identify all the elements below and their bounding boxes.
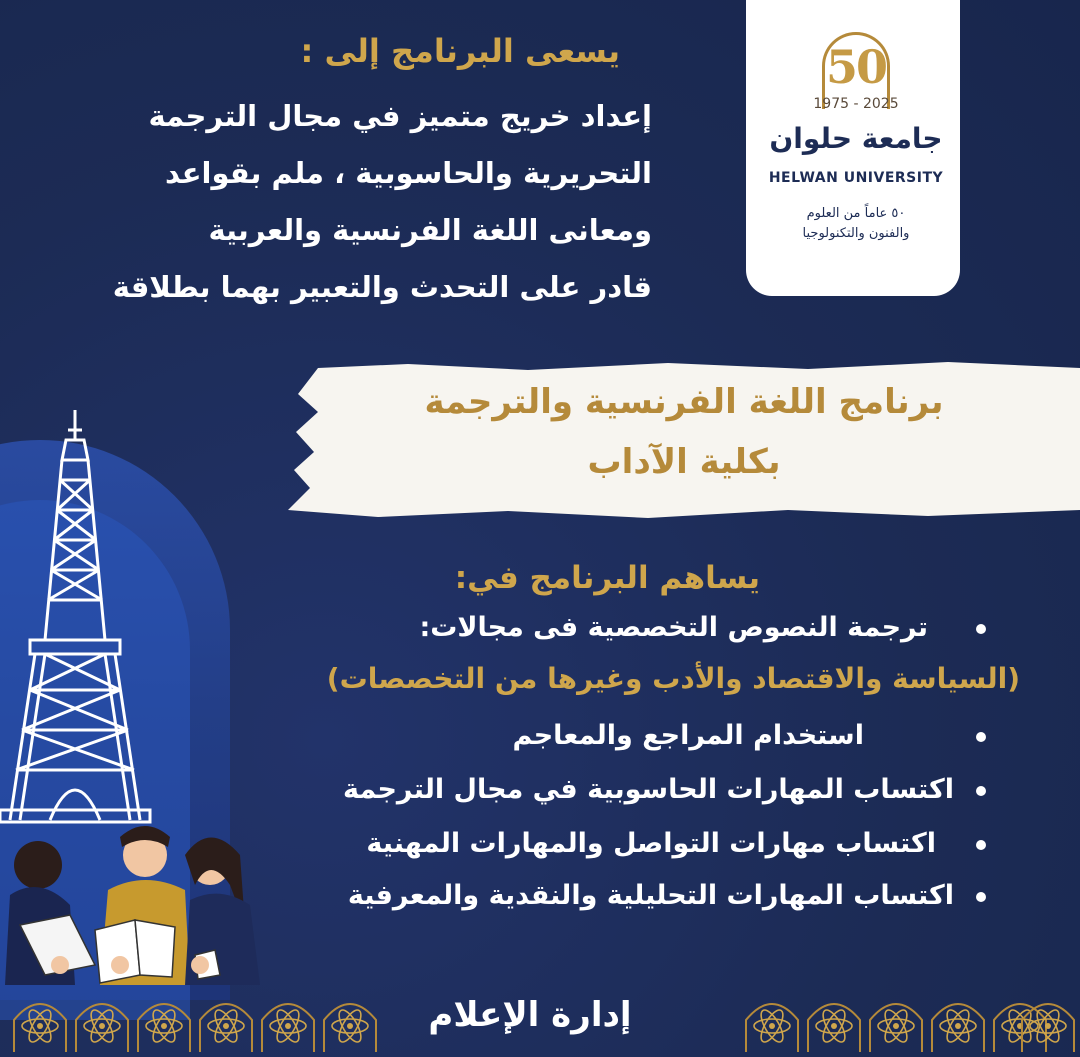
list-item-text: اكتساب مهارات التواصل والمهارات المهنية [366, 828, 936, 859]
logo-anniversary-number: 50 [825, 40, 886, 94]
logo-name-english: HELWAN UNIVERSITY [768, 170, 944, 186]
atom-ornament-icon [1018, 990, 1078, 1052]
atom-ornament-icon [134, 990, 194, 1052]
atom-ornament-icon [72, 990, 132, 1052]
atom-ornament-icon [866, 990, 926, 1052]
bullet-icon [976, 732, 986, 742]
intro-line: التحريرية والحاسوبية ، ملم بقواعد [164, 156, 652, 190]
list-item-text: ترجمة النصوص التخصصية فى مجالات: [419, 612, 928, 643]
bullet-icon [976, 624, 986, 634]
media-department-label: إدارة الإعلام [428, 995, 632, 1035]
logo-tagline: ٥٠ عاماً من العلوم [806, 206, 906, 221]
intro-text-block [32, 88, 652, 316]
atom-ornament-icon [258, 990, 318, 1052]
specializations-note: (السياسة والاقتصاد والأدب وغيرها من التخصصات) [326, 662, 1020, 695]
list-item-text: اكتساب المهارات التحليلية والنقدية والمعرفية [347, 880, 954, 911]
list-item-text: استخدام المراجع والمعاجم [512, 720, 864, 751]
logo-years: 1975 - 2025 [813, 96, 899, 112]
bullet-icon [976, 786, 986, 796]
intro-line: قادر على التحدث والتعبير بهما بطلاقة [112, 270, 652, 304]
list-item-text: اكتساب المهارات الحاسوبية في مجال الترجمة [343, 774, 954, 805]
list-item [226, 828, 986, 859]
atom-ornament-icon [804, 990, 864, 1052]
logo-tagline: والفنون والتكنولوجيا [802, 226, 910, 241]
atom-ornament-icon [742, 990, 802, 1052]
intro-line: إعداد خريج متميز في مجال الترجمة [148, 99, 652, 133]
logo-name-arabic: جامعة حلوان [769, 122, 943, 155]
bullet-icon [976, 892, 986, 902]
atom-ornament-icon [320, 990, 380, 1052]
contributions-heading: يساهم البرنامج في: [454, 560, 760, 596]
intro-heading: يسعى البرنامج إلى : [300, 32, 620, 70]
atom-ornament-icon [928, 990, 988, 1052]
atom-ornament-icon [196, 990, 256, 1052]
university-logo [746, 0, 960, 296]
list-item [226, 774, 986, 805]
intro-line: ومعانى اللغة الفرنسية والعربية [208, 213, 652, 247]
bullet-icon [976, 840, 986, 850]
list-item [226, 720, 986, 751]
faculty-title: بكلية الآداب [587, 442, 781, 482]
program-title-banner [288, 360, 1080, 520]
list-item [226, 880, 986, 911]
atom-ornament-icon [10, 990, 70, 1052]
program-title: برنامج اللغة الفرنسية والترجمة [424, 382, 944, 422]
list-item [226, 612, 986, 643]
